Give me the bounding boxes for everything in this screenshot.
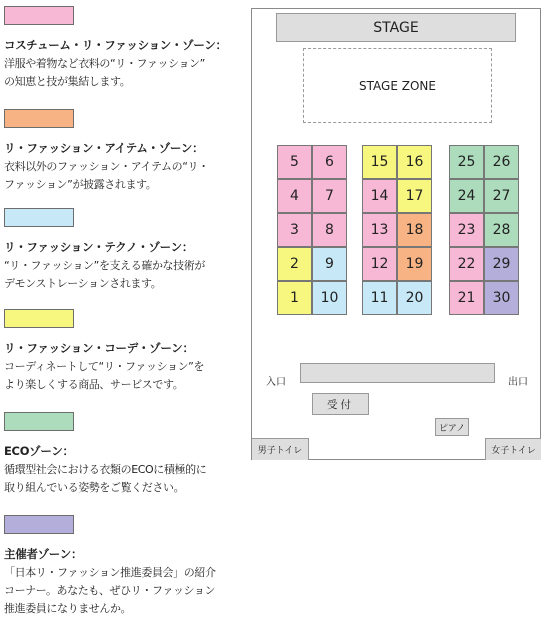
legend-description-line: 洋服や着物など衣料の“リ・ファッション” bbox=[4, 57, 205, 70]
booth-16: 16 bbox=[397, 145, 432, 179]
legend-swatch-costume bbox=[4, 6, 74, 25]
booth-11: 11 bbox=[362, 281, 397, 315]
legend-swatch-eco bbox=[4, 412, 74, 431]
stage: STAGE bbox=[276, 13, 516, 42]
legend-title-techno: リ・ファッション・テクノ・ゾーン： bbox=[4, 240, 194, 254]
booth-13: 13 bbox=[362, 213, 397, 247]
booth-15: 15 bbox=[362, 145, 397, 179]
legend-description-techno bbox=[4, 257, 244, 293]
booth-19: 19 bbox=[397, 247, 432, 281]
booth-27: 27 bbox=[484, 179, 519, 213]
legend-title-eco: ECOゾーン： bbox=[4, 444, 74, 458]
legend-description-line: 循環型社会における衣類のECOに積極的に bbox=[4, 463, 207, 476]
booth-24: 24 bbox=[449, 179, 484, 213]
legend-swatch-sponsor bbox=[4, 515, 74, 534]
booth-17: 17 bbox=[397, 179, 432, 213]
legend-description-item bbox=[4, 158, 244, 194]
entrance-label: 入口 bbox=[266, 377, 286, 388]
booth-2: 2 bbox=[277, 247, 312, 281]
legend-title-item: リ・ファッション・アイテム・ゾーン： bbox=[4, 141, 204, 155]
legend-description-line: “リ・ファッション”を支える確かな技術が bbox=[4, 259, 205, 272]
exit-label: 出口 bbox=[508, 377, 528, 388]
booth-7: 7 bbox=[312, 179, 347, 213]
booth-28: 28 bbox=[484, 213, 519, 247]
registration-counter bbox=[300, 363, 495, 383]
booth-30: 30 bbox=[484, 281, 519, 315]
legend-description-line: の知恵と技が集結します。 bbox=[4, 75, 131, 88]
legend-title-costume: コスチューム・リ・ファッション・ゾーン： bbox=[4, 38, 227, 52]
piano: ピアノ bbox=[435, 418, 469, 436]
booth-6: 6 bbox=[312, 145, 347, 179]
booth-21: 21 bbox=[449, 281, 484, 315]
legend-description-line: より楽しくする商品、サービスです。 bbox=[4, 378, 184, 391]
legend-description-coord bbox=[4, 358, 244, 394]
booth-18: 18 bbox=[397, 213, 432, 247]
booth-29: 29 bbox=[484, 247, 519, 281]
booth-26: 26 bbox=[484, 145, 519, 179]
legend-description-line: コーナー。あなたも、ぜひリ・ファッション bbox=[4, 584, 216, 597]
booth-4: 4 bbox=[277, 179, 312, 213]
legend-description-costume bbox=[4, 55, 244, 91]
legend-title-sponsor: 主催者ゾーン： bbox=[4, 547, 83, 561]
reception-desk: 受付 bbox=[312, 393, 369, 415]
legend-description-line: 衣料以外のファッション・アイテムの“リ・ bbox=[4, 160, 209, 173]
booth-8: 8 bbox=[312, 213, 347, 247]
booth-20: 20 bbox=[397, 281, 432, 315]
booth-9: 9 bbox=[312, 247, 347, 281]
booth-5: 5 bbox=[277, 145, 312, 179]
booth-23: 23 bbox=[449, 213, 484, 247]
womens-toilet: 女子トイレ bbox=[485, 438, 541, 460]
booth-10: 10 bbox=[312, 281, 347, 315]
booth-3: 3 bbox=[277, 213, 312, 247]
floor-map bbox=[251, 8, 541, 460]
legend-swatch-techno bbox=[4, 208, 74, 227]
booth-22: 22 bbox=[449, 247, 484, 281]
booth-25: 25 bbox=[449, 145, 484, 179]
legend-description-sponsor bbox=[4, 564, 244, 618]
booth-1: 1 bbox=[277, 281, 312, 315]
legend-description-line: 取り組んでいる姿勢をご覧ください。 bbox=[4, 481, 185, 494]
legend-description-line: 推進委員になりませんか。 bbox=[4, 602, 132, 615]
legend-title-coord: リ・ファッション・コーデ・ゾーン： bbox=[4, 341, 194, 355]
booth-14: 14 bbox=[362, 179, 397, 213]
legend-swatch-coord bbox=[4, 309, 74, 328]
stage-zone: STAGE ZONE bbox=[303, 48, 492, 123]
zone-legend bbox=[0, 0, 245, 625]
legend-description-line: 「日本リ・ファッション推進委員会」の紹介 bbox=[4, 566, 216, 579]
legend-swatch-item bbox=[4, 109, 74, 128]
booth-12: 12 bbox=[362, 247, 397, 281]
mens-toilet: 男子トイレ bbox=[252, 438, 309, 460]
legend-description-line: ファッション”が披露されます。 bbox=[4, 178, 157, 191]
legend-description-eco bbox=[4, 461, 244, 497]
legend-description-line: デモンストレーションされます。 bbox=[4, 277, 162, 290]
legend-description-line: コーディネートして“リ・ファッション”を bbox=[4, 360, 205, 373]
